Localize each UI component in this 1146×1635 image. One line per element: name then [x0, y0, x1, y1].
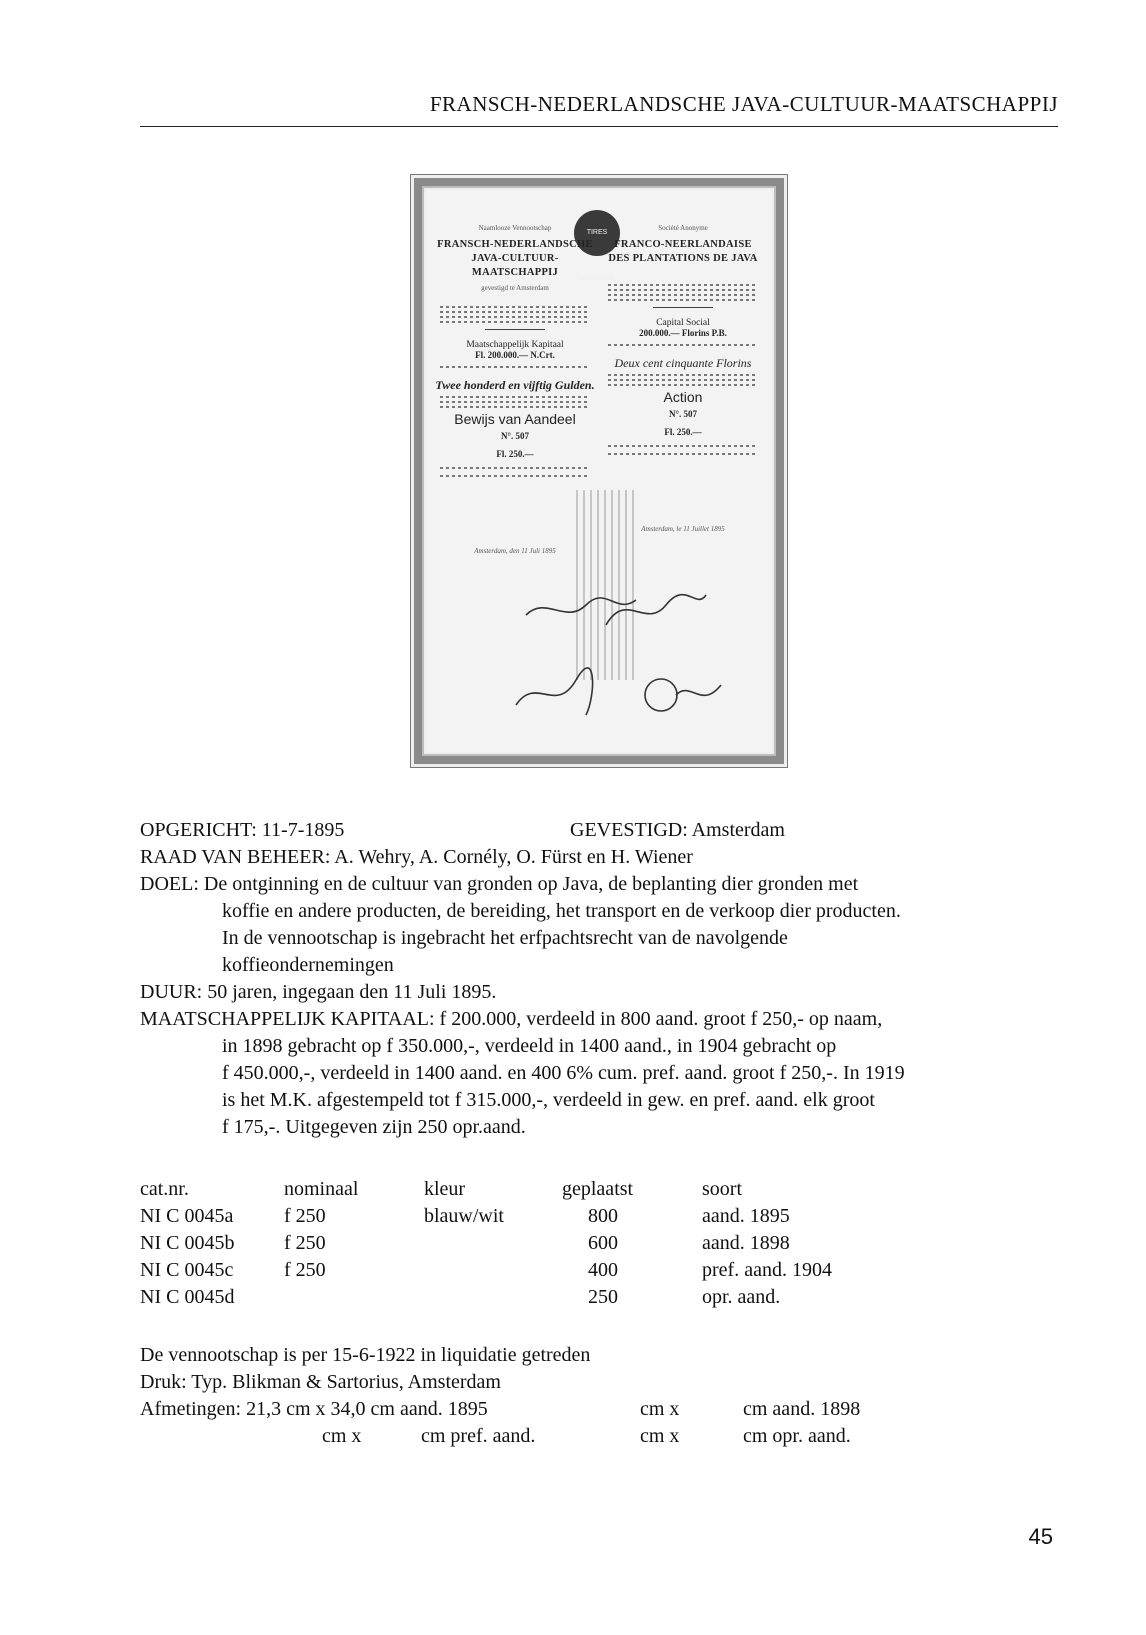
issue-date: Amsterdam, den 11 Juli 1895	[474, 547, 556, 555]
founded-text: OPGERICHT: 11-7-1895	[140, 819, 345, 841]
cell-soort: aand. 1898	[702, 1232, 790, 1254]
company-name-line2: JAVA-CULTUUR-MAATSCHAPPIJ	[471, 253, 559, 278]
company-type: Naamlooze Vennootschap	[478, 224, 552, 232]
purpose-line-4: koffieondernemingen	[222, 954, 394, 976]
running-header	[140, 92, 1058, 127]
col-header-catnr: cat.nr.	[140, 1178, 189, 1200]
certificate-body	[426, 190, 772, 752]
cell-geplaatst: 400	[588, 1259, 618, 1281]
cell-nominaal	[284, 1284, 424, 1311]
signature-marks	[506, 585, 726, 725]
col-header-nominaal: nominaal	[284, 1178, 359, 1200]
purpose-line-2: koffie en andere producten, de bereiding, het transport en de verkoop dier producten.	[222, 900, 901, 922]
share-value-fr: Fl. 250.—	[664, 427, 702, 437]
dimensions-line2-d: cm opr. aand.	[743, 1425, 851, 1447]
printer-text: Druk: Typ. Blikman & Sartorius, Amsterdam	[140, 1371, 501, 1393]
company-name-line1: FRANSCH-NEDERLANDSCHE	[437, 239, 593, 250]
table-row	[140, 1203, 882, 1230]
board-text: RAAD VAN BEHEER: A. Wehry, A. Cornély, O. Fürst en H. Wiener	[140, 846, 693, 868]
purpose-line-1: DOEL: De ontginning en de cultuur van gronden op Java, de beplanting dier gronden met	[140, 873, 859, 895]
table-row	[140, 1257, 882, 1284]
company-name-fr-line1: FRANCO-NEERLANDAISE	[614, 239, 752, 250]
table-header-row	[140, 1176, 882, 1203]
company-details	[140, 818, 1040, 1148]
cell-catnr: NI C 0045d	[140, 1286, 235, 1308]
catalog-table	[140, 1176, 882, 1311]
capital-line-3: f 450.000,-, verdeeld in 1400 aand. en 400 6% cum. pref. aand. groot f 250,-. In 1919	[222, 1062, 905, 1084]
dimensions-line1-a: Afmetingen: 21,3 cm x 34,0 cm aand. 1895	[140, 1398, 488, 1420]
purpose-line-3: In de vennootschap is ingebracht het erfpachtsrecht van de navolgende	[222, 927, 788, 949]
company-type-fr: Société Anonyme	[658, 224, 708, 232]
cell-geplaatst: 800	[588, 1205, 618, 1227]
certificate-dutch-column	[430, 190, 600, 555]
dimensions-line1-b: cm x	[640, 1398, 680, 1420]
capital-value: Fl. 200.000.— N.Crt.	[475, 350, 555, 360]
duration-text: DUUR: 50 jaren, ingegaan den 11 Juli 1895.	[140, 981, 497, 1003]
share-number: N°. 507	[500, 431, 530, 441]
footer-details	[140, 1343, 1040, 1453]
share-value: Fl. 250.—	[496, 449, 534, 459]
capital-value-fr: 200.000.— Florins P.B.	[639, 328, 727, 338]
cell-geplaatst: 250	[588, 1286, 618, 1308]
cell-catnr: NI C 0045c	[140, 1259, 234, 1281]
issue-date-fr: Amsterdam, le 11 Juillet 1895	[641, 525, 725, 533]
dimensions-line1-c: cm aand. 1898	[743, 1398, 861, 1420]
cell-soort: pref. aand. 1904	[702, 1259, 832, 1281]
dimensions-line2-a: cm x	[322, 1425, 362, 1447]
cell-catnr: NI C 0045a	[140, 1205, 234, 1227]
cell-geplaatst: 600	[588, 1232, 618, 1254]
company-seat: gevestigd te Amsterdam	[481, 284, 549, 292]
header-title: FRANSCH-NEDERLANDSCHE JAVA-CULTUUR-MAATSCHAPPIJ	[429, 92, 1058, 116]
cell-soort: aand. 1895	[702, 1205, 790, 1227]
cell-kleur	[424, 1230, 562, 1257]
col-header-geplaatst: geplaatst	[562, 1178, 634, 1200]
seat-text: GEVESTIGD: Amsterdam	[570, 819, 785, 841]
share-certificate-image	[410, 174, 788, 768]
cell-nominaal: f 250	[284, 1232, 326, 1254]
col-header-kleur: kleur	[424, 1178, 466, 1200]
cell-catnr: NI C 0045b	[140, 1232, 235, 1254]
page-number: 45	[1028, 1524, 1053, 1549]
amount-words-fr: Deux cent cinquante Florins	[614, 356, 752, 370]
dimensions-line2-b: cm pref. aand.	[421, 1425, 536, 1447]
table-row	[140, 1284, 882, 1311]
share-label-fr: Action	[663, 389, 703, 405]
capital-line-2: in 1898 gebracht op f 350.000,-, verdeeld in 1400 aand., in 1904 gebracht op	[222, 1035, 837, 1057]
cell-nominaal: f 250	[284, 1259, 326, 1281]
dimensions-line2-c: cm x	[640, 1425, 680, 1447]
capital-label-fr: Capital Social	[656, 318, 710, 328]
certificate-french-column	[598, 190, 768, 533]
capital-label: Maatschappelijk Kapitaal	[466, 340, 564, 350]
capital-line-1: MAATSCHAPPELIJK KAPITAAL: f 200.000, verdeeld in 800 aand. groot f 250,- op naam,	[140, 1008, 883, 1030]
share-number-fr: N°. 507	[668, 409, 698, 419]
amount-words: Twee honderd en vijftig Gulden.	[435, 378, 595, 392]
cell-soort: opr. aand.	[702, 1286, 781, 1308]
cell-kleur	[424, 1284, 562, 1311]
capital-line-5: f 175,-. Uitgegeven zijn 250 opr.aand.	[222, 1116, 526, 1138]
col-header-soort: soort	[702, 1178, 742, 1200]
share-label: Bewijs van Aandeel	[454, 411, 576, 427]
cancellation-seal: TIRES ANNULES	[574, 210, 620, 256]
cell-kleur: blauw/wit	[424, 1205, 504, 1227]
liquidation-text: De vennootschap is per 15-6-1922 in liquidatie getreden	[140, 1344, 591, 1366]
cell-kleur	[424, 1257, 562, 1284]
table-row	[140, 1230, 882, 1257]
capital-line-4: is het M.K. afgestempeld tot f 315.000,-, verdeeld in gew. en pref. aand. elk groot	[222, 1089, 875, 1111]
cell-nominaal: f 250	[284, 1205, 326, 1227]
company-name-fr-line2: DES PLANTATIONS DE JAVA	[608, 253, 758, 264]
